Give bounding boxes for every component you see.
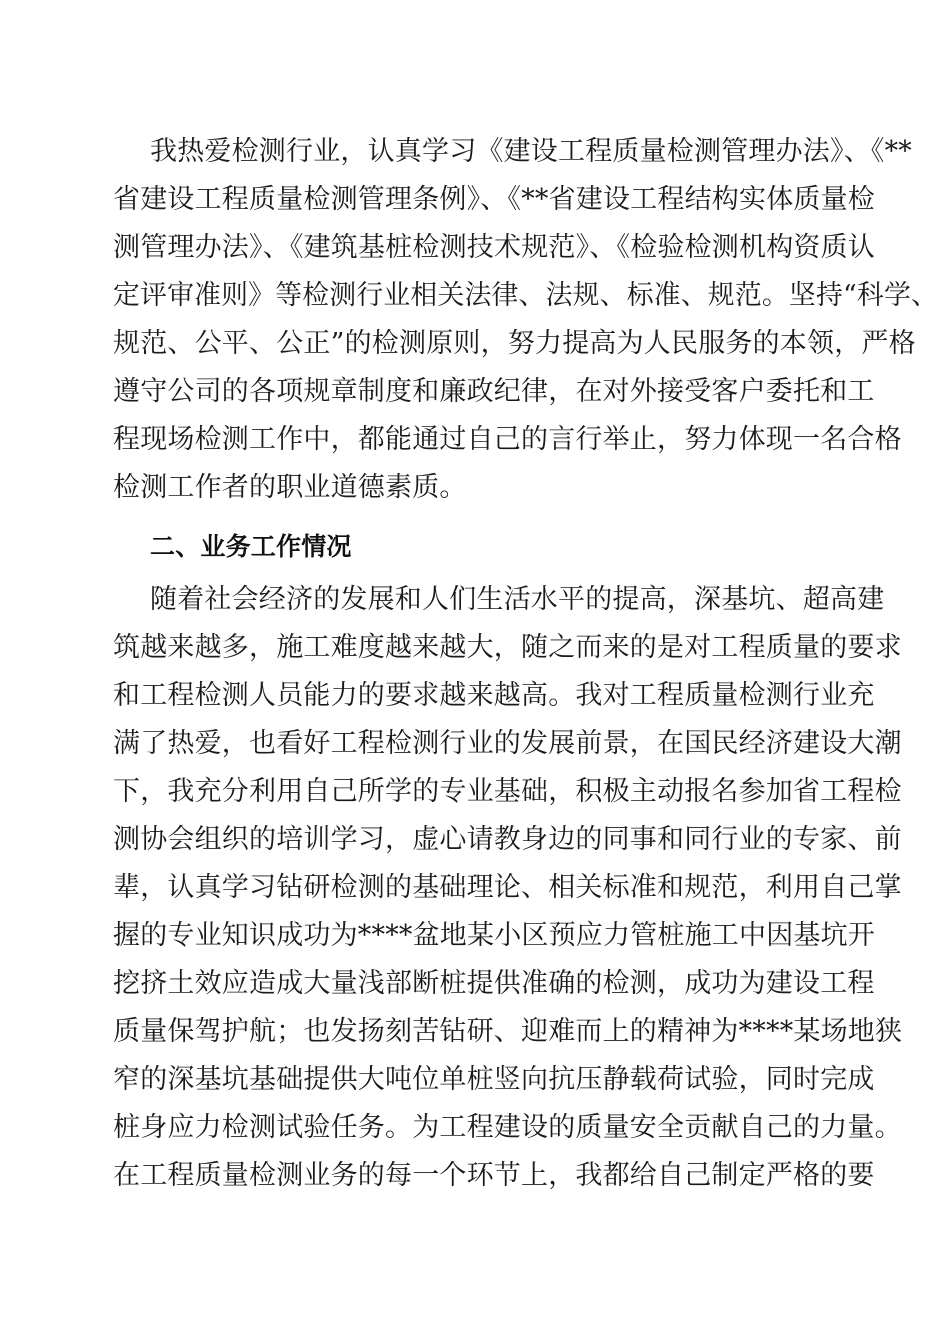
paragraph-1-line-8: 检测工作者的职业道德素质。: [113, 472, 467, 503]
paragraph-2-line-8: 握的专业知识成功为****盆地某小区预应力管桩施工中因基坑开: [113, 920, 875, 951]
paragraph-2-line-11: 窄的深基坑基础提供大吨位单桩竖向抗压静载荷试验，同时完成: [113, 1064, 875, 1095]
paragraph-2-line-4: 满了热爱，也看好工程检测行业的发展前景，在国民经济建设大潮: [113, 728, 902, 759]
paragraph-2-line-7: 辈，认真学习钻研检测的基础理论、相关标准和规范，利用自己掌: [113, 872, 902, 903]
paragraph-1-line-7: 程现场检测工作中，都能通过自己的言行举止，努力体现一名合格: [113, 424, 902, 455]
paragraph-1-line-4: 定评审准则》等检测行业相关法律、法规、标准、规范。坚持“科学、: [113, 280, 939, 311]
paragraph-1-line-6: 遵守公司的各项规章制度和廉政纪律，在对外接受客户委托和工: [113, 376, 875, 407]
paragraph-1-line-2: 省建设工程质量检测管理条例》、《**省建设工程结构实体质量检: [113, 184, 875, 215]
paragraph-1-line-5: 规范、公平、公正”的检测原则，努力提高为人民服务的本领，严格: [113, 328, 916, 359]
paragraph-2-line-6: 测协会组织的培训学习，虚心请教身边的同事和同行业的专家、前: [113, 824, 902, 855]
paragraph-2-line-10: 质量保驾护航；也发扬刻苦钻研、迎难而上的精神为****某场地狭: [113, 1016, 903, 1047]
paragraph-2-line-12: 桩身应力检测试验任务。为工程建设的质量安全贡献自己的力量。: [113, 1112, 902, 1143]
paragraph-2-line-13: 在工程质量检测业务的每一个环节上，我都给自己制定严格的要: [113, 1160, 875, 1191]
paragraph-1-line-1: 我热爱检测行业，认真学习《建设工程质量检测管理办法》、《**: [150, 136, 912, 167]
paragraph-2-line-2: 筑越来越多，施工难度越来越大，随之而来的是对工程质量的要求: [113, 632, 902, 663]
section-heading: 二、业务工作情况: [150, 532, 352, 561]
paragraph-2-line-9: 挖挤土效应造成大量浅部断桩提供准确的检测，成功为建设工程: [113, 968, 875, 999]
paragraph-2-line-3: 和工程检测人员能力的要求越来越高。我对工程质量检测行业充: [113, 680, 875, 711]
paragraph-2-line-5: 下，我充分利用自己所学的专业基础，积极主动报名参加省工程检: [113, 776, 902, 807]
paragraph-2-line-1: 随着社会经济的发展和人们生活水平的提高，深基坑、超高建: [150, 584, 885, 615]
paragraph-1-line-3: 测管理办法》、《建筑基桩检测技术规范》、《检验检测机构资质认: [113, 232, 875, 263]
